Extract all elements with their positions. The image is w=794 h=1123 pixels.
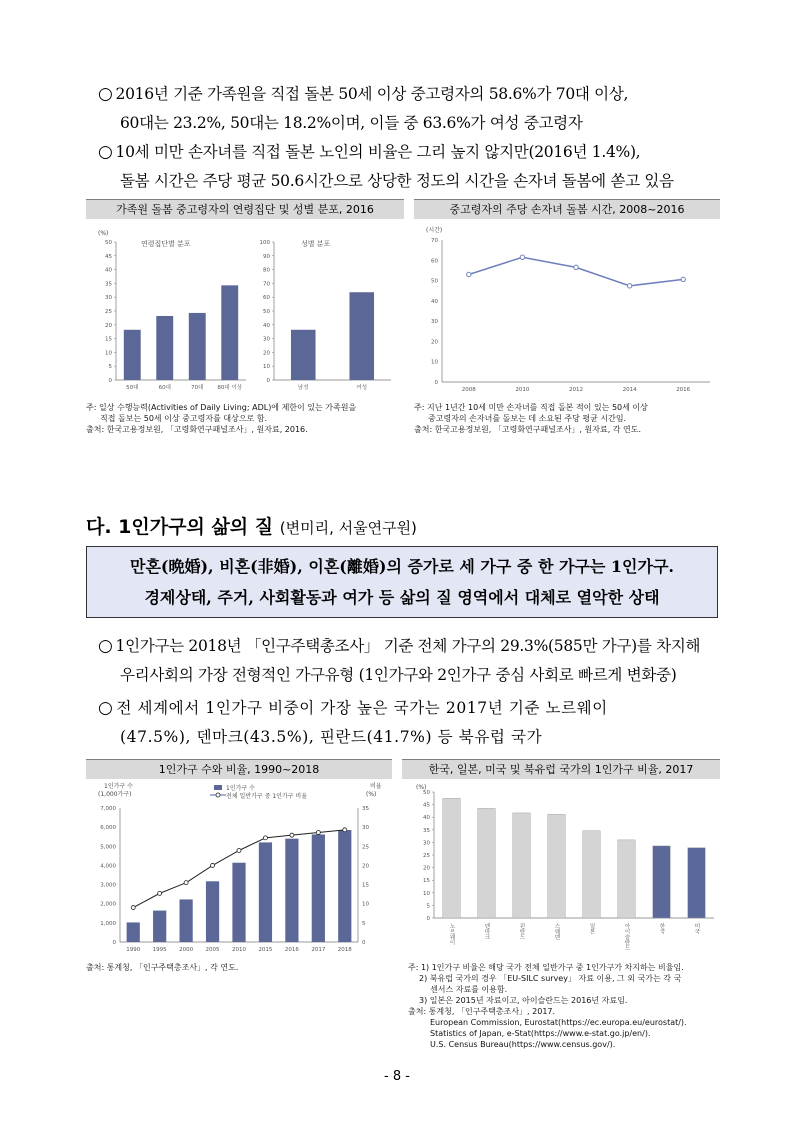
chart3-yleft-label: 1인가구 수 (104, 783, 133, 790)
bullet-circle: ○ (98, 698, 114, 718)
paragraph-line: 1인가구는 2018년 「인구주택총조사」 기준 전체 가구의 29.3%(585만 가구)를 차지해 (115, 637, 701, 655)
summary-line: 만혼(晩婚), 비혼(非婚), 이혼(離婚)의 증가로 세 가구 중 한 가구는 1인가구. (130, 557, 674, 576)
bar (338, 830, 351, 942)
note-line: U.S. Census Bureau(https://www.census.gov/). (430, 1040, 616, 1049)
bar (180, 899, 193, 942)
x-tick-label: 2008 (461, 387, 476, 393)
x-tick-label: 노르웨이 (448, 923, 455, 945)
bar (443, 798, 461, 918)
x-tick-label: 60대 (158, 385, 171, 391)
legend-line-label: 전체 일반가구 중 1인가구 비율 (226, 793, 307, 800)
rate-point (290, 833, 294, 837)
y-tick-label: 100 (259, 240, 270, 246)
y2-tick-label: 15 (362, 882, 369, 889)
y-tick-label: 35 (105, 281, 112, 288)
y-tick-label: 1,000 (100, 920, 116, 927)
y-tick-label: 25 (105, 309, 112, 315)
y-tick-label: 70 (263, 281, 270, 288)
paragraph-single-household-share (98, 632, 726, 690)
y-tick-label: 30 (423, 840, 430, 847)
paragraph-line: 전 세계에서 1인가구 비중이 가장 높은 국가는 2017년 기준 노르웨이 (116, 699, 608, 717)
x-tick-label: 2010 (232, 947, 246, 953)
note-line: 출처: 통계청, 「인구주택총조사」, 각 연도. (86, 963, 239, 972)
chart1-notes (86, 402, 356, 435)
y-tick-label: 50 (431, 278, 438, 285)
x-tick-label: 2015 (258, 947, 273, 953)
bar (156, 316, 173, 380)
data-point (627, 284, 631, 288)
bullet-circle: ○ (98, 636, 113, 656)
y-tick-label: 45 (423, 802, 430, 809)
bar (127, 922, 140, 942)
bar (653, 846, 671, 918)
note-line: 출처: 한국고용정보원, 「고령화연구패널조사」, 원자료, 각 연도. (414, 425, 642, 434)
paragraph-line: (47.5%), 덴마크(43.5%), 핀란드(41.7%) 등 북유럽 국가 (120, 728, 543, 746)
bar (259, 842, 272, 942)
bar (478, 808, 496, 918)
section-heading (86, 512, 417, 539)
y2-tick-label: 20 (362, 863, 369, 870)
paragraph-line: 60대는 23.2%, 50대는 18.2%이며, 이들 중 63.6%가 여성 중고령자 (120, 114, 583, 132)
data-point (467, 272, 471, 276)
data-point (574, 265, 578, 269)
y-tick-label: 5 (108, 364, 112, 371)
rate-point (211, 863, 215, 867)
y-tick-label: 60 (431, 258, 438, 265)
x-tick-label: 2018 (337, 947, 352, 953)
x-tick-label: 2005 (205, 947, 220, 953)
y-tick-label: 40 (431, 298, 438, 305)
legend-bar-swatch (214, 785, 222, 790)
note-line: 주: 지난 1년간 10세 미만 손자녀를 직접 돌본 적이 있는 50세 이상 (414, 403, 648, 412)
y-tick-label: 40 (263, 322, 270, 329)
bar (189, 313, 206, 380)
y-tick-label: 7,000 (100, 806, 116, 812)
bullet-circle: ○ (98, 142, 113, 162)
chart3-figure (86, 780, 392, 958)
y-tick-label: 10 (431, 359, 438, 366)
paragraph-line: 2016년 기준 가족원을 직접 돌본 50세 이상 중고령자의 58.6%가 70대 이상, (115, 85, 629, 103)
paragraph-world-comparison (98, 694, 726, 752)
bar (349, 292, 374, 380)
y-tick-label: 6,000 (100, 825, 116, 832)
paragraph-caregiver-age (98, 80, 726, 138)
chart4-notes (408, 962, 687, 1050)
y-tick-label: 30 (105, 295, 112, 302)
y-tick-label: 20 (431, 339, 438, 346)
y-tick-label: 10 (423, 890, 430, 897)
x-tick-label: 2012 (569, 387, 583, 393)
bar (618, 840, 636, 918)
rate-point (263, 836, 267, 840)
rate-point (131, 906, 135, 910)
rate-point (343, 828, 347, 832)
chart1a-panel-title: 연령집단별 분포 (141, 240, 191, 248)
note-line: 직접 돌보는 50세 이상 중고령자를 대상으로 함. (100, 414, 268, 423)
bar (312, 834, 325, 942)
y-tick-label: 50 (423, 790, 430, 796)
y-tick-label: 30 (263, 336, 270, 343)
note-line: 출처: 한국고용정보원, 「고령화연구패널조사」, 원자료, 2016. (86, 425, 308, 434)
y-tick-label: 0 (426, 916, 430, 922)
chart1-figure (86, 222, 404, 394)
bar (285, 839, 298, 942)
chart2-title: 중고령자의 주당 손자녀 돌봄 시간, 2008~2016 (414, 199, 720, 219)
rate-point (316, 831, 320, 835)
note-line: 3) 일본은 2015년 자료이고, 아이슬란드는 2016년 자료임. (419, 996, 628, 1005)
bar (232, 863, 245, 942)
x-tick-label: 남성 (297, 385, 309, 391)
chart3-yright-unit: (%) (366, 791, 377, 798)
y-tick-label: 4,000 (100, 863, 116, 870)
legend-bar-label: 1인가구 수 (226, 785, 255, 792)
paragraph-line: 10세 미만 손자녀를 직접 돌본 노인의 비율은 그리 높지 않지만(2016년 1.4%), (115, 143, 641, 161)
chart4-figure (402, 780, 720, 958)
bar (291, 330, 316, 380)
chart1-title: 가족원 돌봄 중고령자의 연령집단 및 성별 분포, 2016 (86, 199, 404, 219)
y-tick-label: 20 (263, 350, 270, 357)
y-tick-label: 20 (423, 865, 430, 872)
chart2-figure (414, 222, 720, 394)
chart1-unit: (%) (98, 230, 109, 237)
series-line (469, 257, 683, 286)
y-tick-label: 0 (434, 380, 438, 386)
y-tick-label: 15 (423, 878, 430, 885)
x-tick-label: 1990 (126, 947, 141, 953)
x-tick-label: 일본 (588, 923, 595, 934)
legend-line-marker (216, 793, 220, 797)
y-tick-label: 20 (105, 322, 112, 329)
bar (688, 848, 706, 918)
x-tick-label: 미국 (693, 923, 700, 934)
y-tick-label: 35 (423, 827, 430, 834)
bar (548, 814, 566, 918)
bar (153, 911, 166, 942)
bullet-circle: ○ (98, 84, 113, 104)
note-line: Statistics of Japan, e-Stat(https://www.e-stat.go.jp/en/). (430, 1029, 651, 1038)
rate-point (158, 891, 162, 895)
y-tick-label: 2,000 (100, 901, 116, 908)
y2-tick-label: 0 (362, 940, 366, 946)
note-line: 중고령자의 손자녀를 돌보는 데 소요된 주당 평균 시간임. (428, 414, 627, 423)
y2-tick-label: 5 (362, 920, 366, 927)
y-tick-label: 50 (263, 309, 270, 315)
bar (206, 881, 219, 942)
x-tick-label: 2016 (676, 387, 691, 393)
y-tick-label: 25 (423, 853, 430, 859)
chart2-notes (414, 402, 648, 435)
y-tick-label: 40 (105, 267, 112, 274)
chart3-yright-label: 비율 (370, 783, 382, 790)
y-tick-label: 50 (105, 240, 112, 246)
x-tick-label: 2010 (515, 387, 530, 393)
chart3-yleft-unit: (1,000가구) (98, 791, 132, 798)
x-tick-label: 2017 (311, 947, 326, 953)
y-tick-label: 3,000 (100, 882, 116, 889)
note-line: 주: 일상 수행능력(Activities of Daily Living; ADL)에 제한이 있는 가족원을 (86, 403, 357, 412)
section-title: 다. 1인가구의 삶의 질 (86, 516, 274, 538)
rate-point (237, 848, 241, 852)
chart1b-panel-title: 성별 분포 (301, 240, 331, 248)
chart4-unit: (%) (416, 784, 427, 791)
y-tick-label: 70 (431, 238, 438, 244)
y-tick-label: 30 (431, 319, 438, 326)
y-tick-label: 10 (263, 364, 270, 371)
x-tick-label: 50대 (126, 385, 139, 391)
bar (583, 831, 601, 918)
x-tick-label: 80대 이상 (217, 385, 243, 391)
data-point (681, 277, 685, 281)
x-tick-label: 덴마크 (483, 923, 490, 940)
chart3-title: 1인가구 수와 비율, 1990~2018 (86, 759, 392, 779)
summary-box (86, 546, 718, 618)
paragraph-grandchild-care (98, 138, 726, 196)
y2-tick-label: 10 (362, 901, 369, 908)
y-tick-label: 60 (263, 295, 270, 302)
x-tick-label: 2014 (622, 387, 637, 393)
y-tick-label: 5,000 (100, 844, 116, 851)
y2-tick-label: 25 (362, 844, 369, 851)
note-line: 센서스 자료를 이용함. (430, 985, 508, 994)
y-tick-label: 15 (105, 336, 112, 343)
bar (513, 813, 531, 918)
y-tick-label: 0 (108, 378, 112, 384)
y-tick-label: 80 (263, 267, 270, 274)
section-author: (변미리, 서울연구원) (279, 519, 417, 537)
paragraph-line: 돌봄 시간은 주당 평균 50.6시간으로 상당한 정도의 시간을 손자녀 돌봄에 쏟고 있음 (120, 172, 674, 190)
x-tick-label: 한국 (658, 923, 665, 934)
x-tick-label: 2000 (179, 947, 194, 953)
chart3-notes (86, 962, 238, 973)
bar (221, 285, 238, 380)
page-number: - 8 - (384, 1069, 410, 1084)
y-tick-label: 0 (266, 378, 270, 384)
x-tick-label: 스웨덴 (553, 923, 560, 940)
note-line: 주: 1) 1인가구 비율은 해당 국가 전체 일반가구 중 1인가구가 차지하는 비율임. (408, 963, 684, 972)
rate-point (184, 881, 188, 885)
x-tick-label: 아이슬란드 (623, 923, 630, 951)
x-tick-label: 핀란드 (518, 923, 525, 940)
x-tick-label: 여성 (356, 385, 368, 391)
bar (124, 330, 141, 380)
note-line: 출처: 통계청, 「인구주택총조사」, 2017. (408, 1007, 556, 1016)
y2-tick-label: 35 (362, 806, 369, 812)
paragraph-line: 우리사회의 가장 전형적인 가구유형 (1인가구와 2인가구 중심 사회로 빠르게 변화중) (120, 666, 677, 684)
y-tick-label: 90 (263, 253, 270, 260)
x-tick-label: 2016 (284, 947, 299, 953)
y-tick-label: 0 (112, 940, 116, 946)
y-tick-label: 45 (105, 253, 112, 260)
chart2-unit: (시간) (426, 227, 443, 234)
y2-tick-label: 30 (362, 825, 369, 832)
chart4-title: 한국, 일본, 미국 및 북유럽 국가의 1인가구 비율, 2017 (402, 759, 720, 779)
note-line: European Commission, Eurostat(https://ec.europa.eu/eurostat/). (430, 1018, 687, 1027)
summary-line: 경제상태, 주거, 사회활동과 여가 등 삶의 질 영역에서 대체로 열악한 상태 (144, 588, 660, 607)
x-tick-label: 1995 (152, 947, 167, 953)
data-point (520, 255, 524, 259)
x-tick-label: 70대 (191, 385, 204, 391)
y-tick-label: 40 (423, 815, 430, 822)
note-line: 2) 북유럽 국가의 경우 「EU-SILC survey」 자료 이용, 그 외 국가는 각 국 (419, 974, 682, 983)
y-tick-label: 5 (426, 903, 430, 910)
y-tick-label: 10 (105, 350, 112, 357)
